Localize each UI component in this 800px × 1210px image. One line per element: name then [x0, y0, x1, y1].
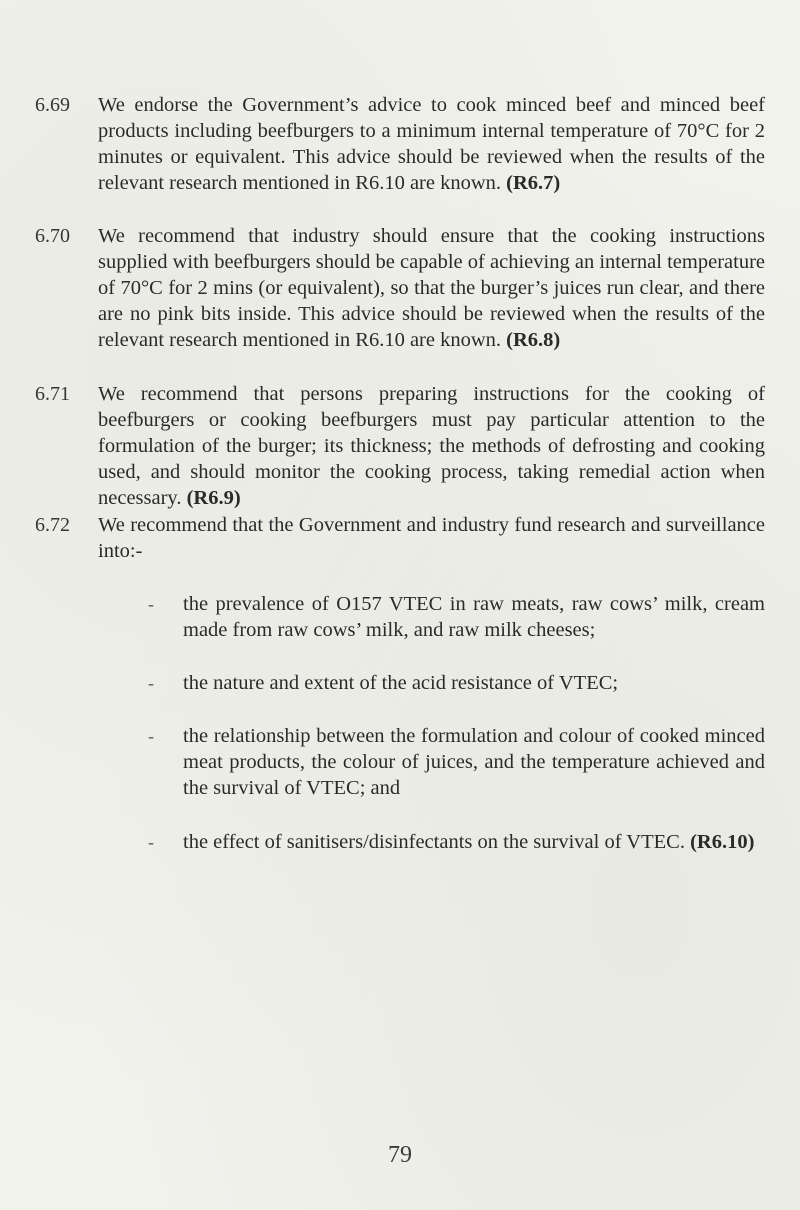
page-number: 79	[388, 1142, 412, 1168]
dash-marker: -	[148, 832, 154, 852]
bullet-text: the nature and extent of the acid resistance of VTEC;	[183, 672, 619, 694]
paragraph-number: 6.71	[35, 383, 70, 405]
paragraph-text	[98, 512, 765, 564]
paragraph-body: We recommend that the Government and industry fund research and surveillance into:-	[98, 514, 765, 562]
dash-marker: -	[148, 594, 154, 614]
recommendation-ref: (R6.9)	[186, 487, 241, 509]
recommendation-ref: (R6.8)	[506, 329, 561, 351]
paragraph-body: We recommend that persons preparing instructions for the cooking of beefburgers or cooking beefburgers must pay particular attention to the formulation of the burger; its thickness; the methods of defrosting and cooking used, and should monitor the cooking process, taking remedial action when necessary.	[98, 383, 765, 509]
paragraph-text	[98, 92, 765, 196]
paragraph-number: 6.70	[35, 225, 70, 247]
paragraph-body: We endorse the Government’s advice to cook minced beef and minced beef products including beefburgers to a minimum internal temperature of 70°C for 2 minutes or equivalent. This advice should be reviewed when the results of the relevant research mentioned in R6.10 are known.	[98, 94, 765, 194]
paragraph-text	[98, 381, 765, 511]
paragraph-body: We recommend that industry should ensure that the cooking instructions supplied with beefburgers should be capable of achieving an internal temperature of 70°C for 2 mins (or equivalent), so that the burger’s juices run clear, and there are no pink bits inside. This advice should be reviewed when the results of the relevant research mentioned in R6.10 are known.	[98, 225, 765, 351]
bullet-text	[183, 829, 765, 855]
dash-marker: -	[148, 673, 154, 693]
dash-marker: -	[148, 726, 154, 746]
paragraph-text	[98, 223, 765, 353]
bullet-body: the effect of sanitisers/disinfectants on the survival of VTEC.	[183, 831, 685, 853]
recommendation-ref: (R6.7)	[506, 172, 561, 194]
paragraph-number: 6.72	[35, 514, 70, 536]
bullet-text: the relationship between the formulation and colour of cooked minced meat products, the colour of juices, and the temperature achieved and the survival of VTEC; and	[183, 725, 765, 799]
paragraph-number: 6.69	[35, 94, 70, 116]
recommendation-ref: (R6.10)	[690, 831, 755, 853]
bullet-text: the prevalence of O157 VTEC in raw meats, raw cows’ milk, cream made from raw cows’ milk, and raw milk cheeses;	[183, 593, 765, 641]
